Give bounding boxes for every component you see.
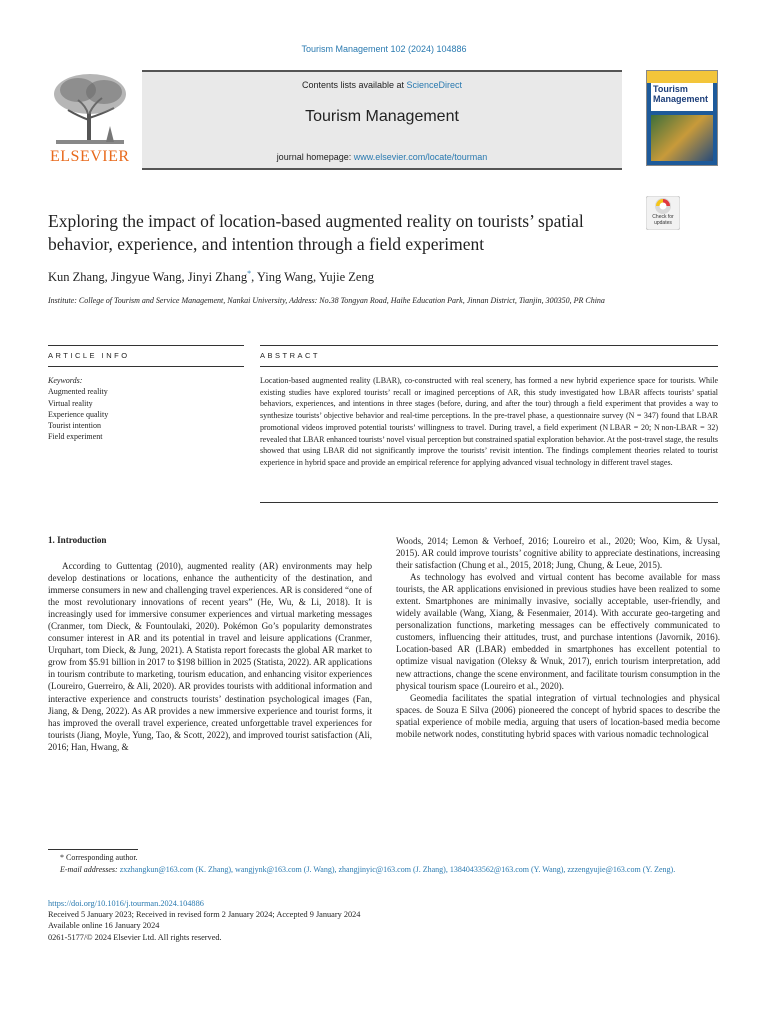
footnote-divider — [48, 849, 138, 850]
doi-link[interactable]: https://doi.org/10.1016/j.tourman.2024.104886 — [48, 899, 204, 908]
divider — [48, 345, 244, 346]
email-addresses — [48, 864, 720, 876]
article-metadata — [48, 898, 720, 943]
author-list: Kun Zhang, Jingyue Wang, Jinyi Zhang*, Ying Wang, Yujie Zeng — [48, 269, 374, 285]
author[interactable]: Jinyi Zhang — [187, 270, 248, 285]
contents-prefix: Contents lists available at — [301, 80, 407, 90]
author[interactable]: Kun Zhang — [48, 270, 105, 285]
affiliation: Institute: College of Tourism and Service Management, Nankai University, Address: No.38 Tongyan Road, Haihe Education Park, Jinnan District, Tianjin, 300350, PR China — [48, 296, 605, 305]
sciencedirect-link[interactable]: ScienceDirect — [406, 80, 463, 90]
divider — [260, 366, 718, 367]
article-title: Exploring the impact of location-based augmented reality on tourists’ spatial behavior, experience, and intention through a field experiment — [48, 211, 584, 254]
paragraph: Geomedia facilitates the spatial integration of virtual technologies and physical spaces. de Souza E Silva (2006) pioneered the concept of hybrid spaces to describe the spatial experience of mobile media, arguing that users of location-based media become mobile network nodes, constituting hybrid spaces with various nomadic technological — [396, 692, 720, 739]
section-heading-introduction: 1. Introduction — [48, 535, 107, 545]
elsevier-logo — [48, 70, 132, 166]
journal-header — [48, 70, 718, 166]
homepage-link[interactable]: www.elsevier.com/locate/tourman — [353, 152, 488, 162]
keywords-block — [48, 375, 238, 443]
author[interactable]: Jingyue Wang — [110, 270, 182, 285]
keyword: Virtual reality — [48, 398, 93, 408]
author[interactable]: Ying Wang — [256, 270, 313, 285]
divider — [260, 345, 718, 346]
corresponding-author-note: * Corresponding author. — [60, 853, 138, 862]
elsevier-wordmark: ELSEVIER — [50, 148, 130, 165]
article-info-heading: ARTICLE INFO — [48, 351, 130, 360]
divider — [48, 366, 244, 367]
homepage-prefix: journal homepage: — [276, 152, 354, 162]
keywords-label: Keywords: — [48, 376, 83, 385]
email-list[interactable]: zxzhangkun@163.com (K. Zhang), wangjynk@163.com (J. Wang), zhangjinyic@163.com (J. Zhang), 13840433562@163.com (Y. Wang), zzzengyujie@163.com (Y. Zeng). — [119, 864, 676, 874]
divider — [260, 502, 718, 503]
homepage-line — [142, 152, 622, 162]
paragraph: Woods, 2014; Lemon & Verhoef, 2016; Loureiro et al., 2020; Woo, Kim, & Uysal, 2015). AR could improve tourists’ cognitive ability to appreciate destinations, increasing their satisfaction (Chung et al., 2015, 2018; Jung, Chung, & Leue, 2015). — [396, 536, 720, 571]
online-date: Available online 16 January 2024 — [48, 921, 160, 931]
check-for-updates-label: Check for updates — [652, 214, 674, 226]
journal-banner — [142, 70, 622, 170]
author[interactable]: Yujie Zeng — [318, 270, 374, 285]
journal-cover-thumbnail — [646, 70, 718, 166]
copyright: 0261-5177/© 2024 Elsevier Ltd. All rights reserved. — [48, 932, 222, 942]
keyword: Experience quality — [48, 409, 109, 419]
received-dates: Received 5 January 2023; Received in revised form 2 January 2024; Accepted 9 January 2024 — [48, 910, 361, 920]
paragraph: As technology has evolved and virtual content has become available for mass tourists, the AR applications envisioned in previous studies have been realized to some extent. Smartphones are minimally invasive, socially acceptable, user-friendly, and widely available (Wang, Xiang, & Fesenmaier, 2014). With accurate geo-targeting and personalization functions, marketing messages can be effectively communicated to customers, influencing their attitudes, trust, and purchase intentions (Javornik, 2016). Location-based AR (LBAR) embedded in smartphones has excellent potential to optimize visual navigation (Oleksy & Wnuk, 2017), enrich tourism interpretation, add new attractions, change the scene environment, and facilitate tourism consumption in the physical tourism space (Loureiro et al., 2020). — [396, 572, 720, 691]
keyword: Augmented reality — [48, 387, 108, 397]
corresponding-author-mark[interactable]: * — [247, 269, 252, 278]
footnotes — [48, 852, 720, 875]
abstract-text: Location-based augmented reality (LBAR), co-constructed with real scenery, has formed a new hybrid experience space for tourists. While existing studies have explored tourists’ recall or imagined perceptions of AR, this study investigated how LBAR affects tourists’ spatial behaviors, experiences, and intentions in three stages (before, during, and after the tour) through a field experiment that provides a way to synthesize tourists’ objective behavior and real-time perceptions. In the pre-travel phase, a questionnaire survey (N = 347) found that LBAR promotional videos improved potential tourists’ willingness to travel. During travel, a field experiment (N LBAR = 20; N non-LBAR = 32) revealed that LBAR enhanced tourists’ novel visual perception but constrained spatial exploration behavior. At the post-travel stage, the results showed that using LBAR did not significantly improve the tourists’ revisit intention. The findings complement theories related to tourist experience in hybrid space and provide an empirical reference for applying advanced visual technology in different travel stages. — [260, 376, 718, 467]
email-label: E-mail addresses: — [60, 864, 118, 874]
journal-reference[interactable]: Tourism Management 102 (2024) 104886 — [301, 44, 467, 54]
abstract-heading: ABSTRACT — [260, 351, 321, 360]
paragraph: According to Guttentag (2010), augmented reality (AR) environments may help develop destinations or locations, enhance the authenticity of the destination, and immerse consumers in new and challenging travel experiences. AR is considered “one of the most revolutionary innovations of recent years” (He, Wu, & Li, 2018). It is increasingly used for immersive consumer experiences and virtual marketing messages (Cranmer, tom Dieck, & Fountoulaki, 2020). Pokémon Go’s popularity demonstrates consumer interest in AR and its potential in travel and leisure applications (Cranmer, Urquhart, tom Dieck, & Jung, 2021). A Statista report forecasts the global AR market to grow from $5.91 billion in 2017 to $198 billion in 2025 (Statista, 2022). AR applications in tourism contribute to marketing, tourism education, and enhancing visitor experiences (Loureiro, Guerreiro, & Ali, 2020). AR provides tourists with additional information and interactive experience and constructs tourists’ destination psychological images (Fan, Jiang, & Deng, 2022). As AR provides a new immersive experience and tourist forms, it has improved the overall travel experience, created unforgettable travel experiences for tourists (Jiang, Moyle, Yung, Tao, & Scott, 2022), and improved tourist satisfaction (Ali, 2016; Han, Hwang, & — [48, 561, 372, 752]
contents-line — [142, 80, 622, 90]
body-column-right — [396, 535, 720, 740]
keyword: Field experiment — [48, 432, 103, 442]
journal-title: Tourism Management — [305, 108, 459, 125]
keyword: Tourist intention — [48, 421, 101, 431]
tree-logo-icon — [48, 70, 132, 148]
cover-title: Tourism Management — [653, 84, 709, 104]
body-column-left — [48, 560, 372, 753]
